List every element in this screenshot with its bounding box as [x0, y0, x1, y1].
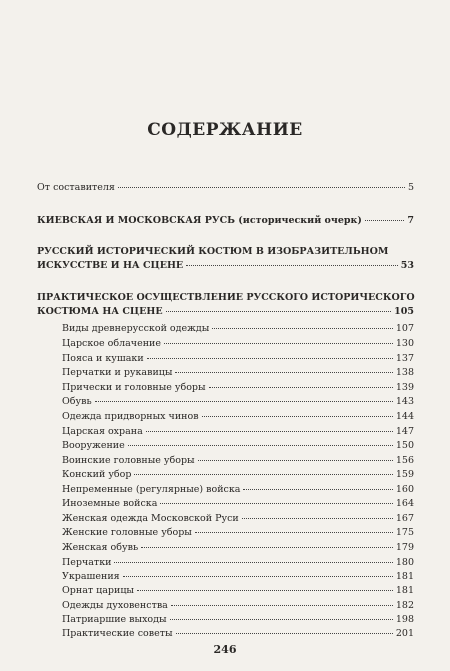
- toc-subentry: [62, 322, 414, 336]
- leader-dots: [171, 605, 393, 606]
- toc-subentry: [62, 425, 414, 439]
- toc-entry-page: 5: [407, 182, 414, 193]
- toc-entry-label: Воинские головные уборы: [62, 455, 195, 466]
- toc-subentry: [62, 526, 414, 540]
- toc-entry-page: 137: [395, 353, 414, 364]
- toc-entry-page: 105: [394, 306, 414, 317]
- toc-entry-page: 150: [395, 440, 414, 451]
- leader-dots: [170, 619, 393, 620]
- toc-entry-label: Практические советы: [62, 628, 173, 639]
- toc-entry-label: Украшения: [62, 571, 120, 582]
- toc-entry-label: Виды древнерусской одежды: [62, 323, 210, 334]
- leader-dots: [95, 401, 393, 402]
- toc-entry-label: Царская охрана: [62, 426, 143, 437]
- page-title: СОДЕРЖАНИЕ: [147, 120, 303, 140]
- leader-dots: [123, 576, 393, 577]
- toc-entry-label: Прически и головные уборы: [62, 382, 206, 393]
- toc-entry-page: 144: [395, 411, 414, 422]
- toc-entry-line2: [37, 259, 414, 273]
- toc-subentry: [62, 541, 414, 555]
- toc-subentry: [62, 366, 414, 380]
- toc-entry-label: Перчатки и рукавицы: [62, 367, 173, 378]
- toc-entry-page: 201: [395, 628, 414, 639]
- toc-entry-label: Женские головные уборы: [62, 527, 192, 538]
- leader-dots: [243, 489, 392, 490]
- toc-subentry: [62, 584, 414, 598]
- toc-subentry: [62, 570, 414, 584]
- toc-entry-label: Патриаршие выходы: [62, 614, 167, 625]
- leader-dots: [186, 265, 398, 266]
- toc-entry-label: Царское облачение: [62, 338, 161, 349]
- toc-entry-label: Иноземные войска: [62, 498, 158, 509]
- toc-subentry: [62, 395, 414, 409]
- toc-entry-page: 107: [395, 323, 414, 334]
- leader-dots: [118, 187, 405, 188]
- toc-subentry: [62, 410, 414, 424]
- toc-entry-page: 198: [395, 614, 414, 625]
- leader-dots: [242, 518, 393, 519]
- toc-entry-kievan-rus: [37, 214, 414, 228]
- leader-dots: [365, 220, 404, 221]
- toc-entry-label: Одежды духовенства: [62, 600, 168, 611]
- toc-subentry: [62, 337, 414, 351]
- toc-subentry: [62, 483, 414, 497]
- toc-entry-page: 167: [395, 513, 414, 524]
- toc-entry-label: Орнат царицы: [62, 585, 134, 596]
- toc-entry-label-line1: ПРАКТИЧЕСКОЕ ОСУЩЕСТВЛЕНИЕ РУССКОГО ИСТОРИЧЕСКОГО: [37, 292, 415, 303]
- toc-entry-compiler: [37, 181, 414, 195]
- toc-entry-label: Пояса и кушаки: [62, 353, 144, 364]
- toc-entry-label: Конский убор: [62, 469, 132, 480]
- toc-entry-label: Обувь: [62, 396, 92, 407]
- toc-entry-label: Вооружение: [62, 440, 125, 451]
- leader-dots: [137, 590, 393, 591]
- toc-entry-page: 130: [395, 338, 414, 349]
- toc-entry-page: 180: [395, 557, 414, 568]
- toc-subentry: [62, 468, 414, 482]
- toc-entry-label: Перчатки: [62, 557, 112, 568]
- leader-dots: [147, 358, 393, 359]
- leader-dots: [164, 343, 393, 344]
- toc-subentry: [62, 497, 414, 511]
- toc-entry-page: 156: [395, 455, 414, 466]
- toc-entry-page: 181: [395, 571, 414, 582]
- toc-subentry: [62, 439, 414, 453]
- toc-entry-label: От составителя: [37, 182, 115, 193]
- leader-dots: [128, 445, 393, 446]
- toc-entry-practical: [37, 291, 414, 319]
- toc-entry-line2: [37, 305, 414, 319]
- leader-dots: [209, 387, 393, 388]
- toc-entry-page: 159: [395, 469, 414, 480]
- toc-entry-page: 143: [395, 396, 414, 407]
- toc-entry-page: 160: [395, 484, 414, 495]
- leader-dots: [134, 474, 392, 475]
- toc-subentry: [62, 381, 414, 395]
- toc-subentry: [62, 599, 414, 613]
- toc-entry-page: 138: [395, 367, 414, 378]
- toc-entry-label: Одежда придворных чинов: [62, 411, 199, 422]
- page-number: 246: [213, 643, 237, 656]
- toc-subentry: [62, 627, 414, 641]
- leader-dots: [202, 416, 393, 417]
- toc-entry-page: 182: [395, 600, 414, 611]
- toc-entry-label: Женская обувь: [62, 542, 139, 553]
- toc-entry-costume-in-art: [37, 245, 414, 273]
- leader-dots: [166, 311, 392, 312]
- leader-dots: [160, 503, 392, 504]
- toc-entry-label: КИЕВСКАЯ И МОСКОВСКАЯ РУСЬ (исторический очерк): [37, 215, 362, 226]
- leader-dots: [212, 328, 393, 329]
- toc-entry-label: Непременные (регулярные) войска: [62, 484, 241, 495]
- toc-entry-page: 175: [395, 527, 414, 538]
- toc-entry-page: 179: [395, 542, 414, 553]
- toc-subentry: [62, 613, 414, 627]
- toc-subentry: [62, 454, 414, 468]
- leader-dots: [195, 532, 393, 533]
- toc-entry-label-line2: ИСКУССТВЕ И НА СЦЕНЕ: [37, 260, 184, 271]
- toc-entry-label-line1: РУССКИЙ ИСТОРИЧЕСКИЙ КОСТЮМ В ИЗОБРАЗИТЕЛЬНОМ: [37, 246, 389, 257]
- toc-entry-page: 164: [395, 498, 414, 509]
- toc-entry-page: 139: [395, 382, 414, 393]
- toc-subentry: [62, 512, 414, 526]
- leader-dots: [114, 562, 392, 563]
- toc-subentry: [62, 556, 414, 570]
- toc-entry-page: 7: [407, 215, 414, 226]
- leader-dots: [198, 460, 393, 461]
- toc-entry-page: 53: [400, 260, 414, 271]
- toc-entry-label: Женская одежда Московской Руси: [62, 513, 239, 524]
- toc-entry-page: 181: [395, 585, 414, 596]
- leader-dots: [176, 633, 393, 634]
- toc-entry-page: 147: [395, 426, 414, 437]
- leader-dots: [175, 372, 392, 373]
- toc-subentry: [62, 352, 414, 366]
- toc-entry-label-line2: КОСТЮМА НА СЦЕНЕ: [37, 306, 163, 317]
- leader-dots: [141, 547, 393, 548]
- leader-dots: [146, 431, 393, 432]
